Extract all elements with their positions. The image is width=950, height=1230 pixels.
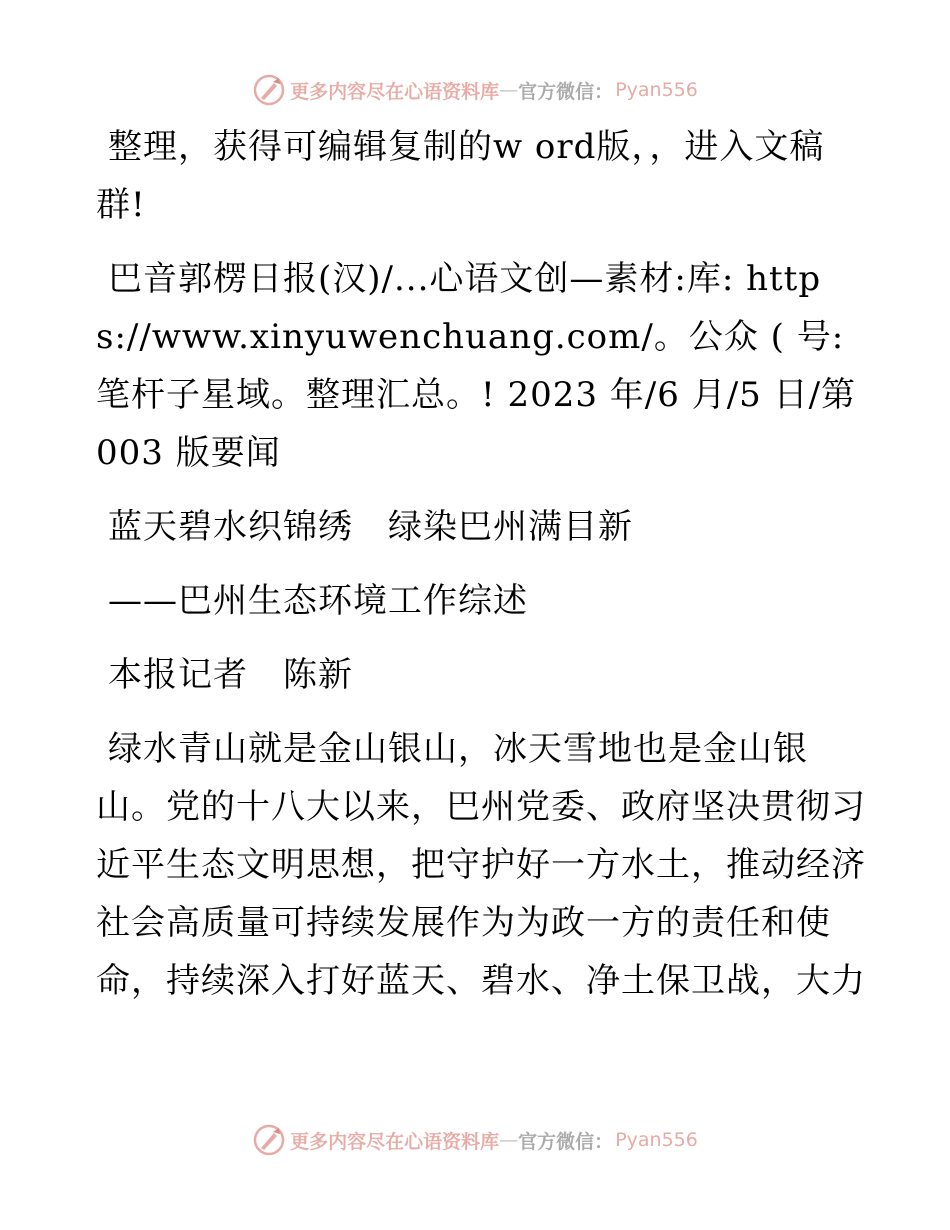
- footer-official-text: 官方微信: [518, 1130, 595, 1153]
- article-byline: 本报记者 陈新: [108, 655, 353, 695]
- header-banner: [0, 70, 950, 110]
- footer-colon: ：: [594, 1130, 614, 1153]
- footer-banner: [0, 1120, 950, 1160]
- header-colon: ：: [594, 80, 614, 103]
- header-dash: —: [499, 79, 519, 101]
- intro-paragraph: 整理，获得可编辑复制的w ord版，，进入文稿群!: [96, 127, 825, 225]
- header-official-text: 官方微信: [518, 80, 595, 103]
- article-headline: 蓝天碧水织锦绣 绿染巴州满目新: [108, 507, 633, 547]
- footer-site-text: 更多内容尽在心语资料库: [290, 1130, 500, 1153]
- header-site-text: 更多内容尽在心语资料库: [290, 80, 500, 103]
- brush-logo-icon: [252, 73, 286, 107]
- source-paragraph: 巴音郭楞日报(汉)/...心语文创—素材:库: https://www.xinyuwenchuang.com/。公众 ( 号: 笔杆子星域。整理汇总。! 2023 年/6 月/5 日/第 003 版要闻: [96, 259, 857, 473]
- article-subtitle: ——巴州生态环境工作综述: [108, 581, 528, 621]
- footer-wechat-id: Pyan556: [615, 1129, 698, 1151]
- header-wechat-id: Pyan556: [615, 79, 698, 101]
- article-paragraph: 绿水青山就是金山银山，冰天雪地也是金山银山。党的十八大以来，巴州党委、政府坚决贯彻习近平生态文明思想，把守护好一方水土，推动经济社会高质量可持续发展作为为政一方的责任和使命，持续深入打好蓝天、碧水、净土保卫战，大力: [96, 729, 866, 1001]
- footer-dash: —: [499, 1129, 519, 1151]
- brush-logo-icon: [252, 1123, 286, 1157]
- document-body: [96, 118, 866, 1026]
